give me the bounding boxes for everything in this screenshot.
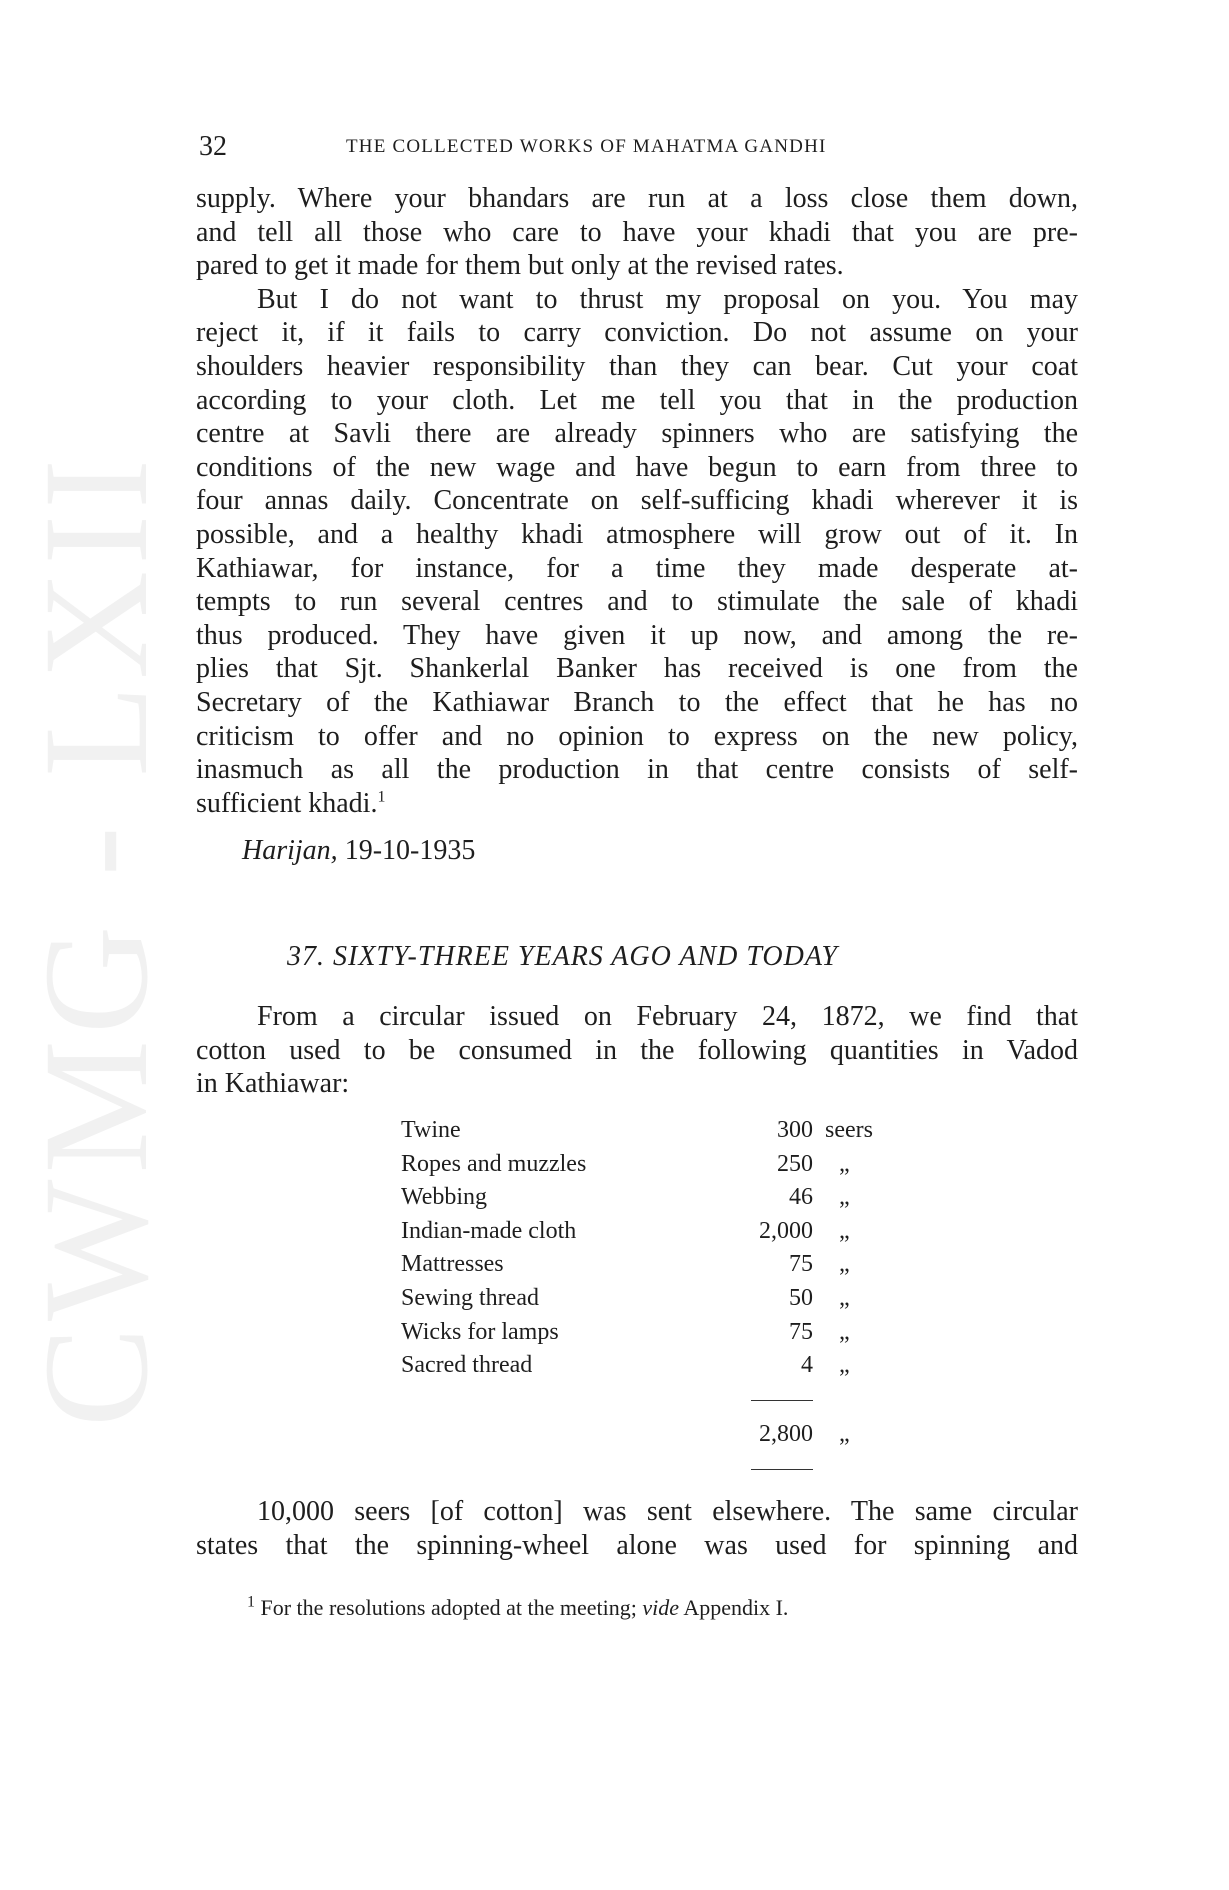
item-unit: „ [839,1352,850,1379]
closing-line [196,1529,1078,1563]
line-text: supply. Where your bhandars are run at a loss close them down, [196,183,1078,214]
body-line [196,720,1078,754]
item-unit: seers [825,1117,873,1143]
table-row [401,1148,881,1180]
line-text: 10,000 seers [of cotton] was sent elsewhere. The same circular [257,1496,1078,1527]
item-label: Sacred thread [401,1352,533,1379]
total-quantity: 2,800 [759,1421,813,1447]
line-text: But I do not want to thrust my proposal on you. You may [257,283,1078,315]
table-row [401,1215,881,1247]
section-heading: 37. SIXTY-THREE YEARS AGO AND TODAY [287,941,838,972]
line-text: four annas daily. Concentrate on self-sufficing khadi wherever it is [196,485,1078,517]
line-text: Secretary of the Kathiawar Branch to the effect that he has no [196,687,1078,718]
item-unit: „ [839,1285,850,1311]
line-text: possible, and a healthy khadi atmosphere will grow out of it. In [196,519,1078,550]
table-row [401,1181,881,1213]
source-date: 19-10-1935 [344,835,476,866]
body-line [196,384,1078,418]
footnote-italic: vide [642,1595,680,1620]
item-quantity: 250 [777,1150,813,1177]
item-label: Twine [401,1117,461,1143]
watermark: CWMG - LXII [13,452,179,1428]
item-unit: „ [839,1318,850,1345]
line-text: From a circular issued on February 24, 1872, we find that [257,1001,1078,1032]
item-quantity: 2,000 [759,1217,813,1244]
item-quantity: 300 [777,1117,813,1143]
closing-line [257,1495,1078,1529]
line-text: conditions of the new wage and have begun to earn from three to [196,451,1078,483]
line-text: Kathiawar, for instance, for a time they made desperate at- [196,552,1078,584]
item-label: Mattresses [401,1251,504,1278]
source-citation [242,835,475,867]
item-quantity: 50 [789,1285,813,1311]
body-line [196,619,1078,653]
table-row [401,1248,881,1280]
line-text: inasmuch as all the production in that centre consists of self- [196,754,1078,786]
body-line [196,552,1078,586]
body-line [196,585,1078,619]
line-text: centre at Savli there are already spinners who are satisfying the [196,418,1078,450]
body-line [196,652,1078,686]
line-text: thus produced. They have given it up now, and among the re- [196,619,1078,651]
table-row [401,1282,881,1314]
footnote-ref: Appendix I. [683,1595,789,1620]
item-unit: „ [839,1150,850,1177]
page-number: 32 [199,131,227,162]
line-text: states that the spinning-wheel alone was used for spinning and [196,1529,1078,1561]
table-row [401,1349,881,1381]
body-line [196,484,1078,518]
line-text: criticism to offer and no opinion to express on the new policy, [196,720,1078,752]
line-text: in Kathiawar: [196,1068,350,1100]
line-text: according to your cloth. Let me tell you that in the production [196,384,1078,416]
table-row [401,1114,881,1146]
body-line [196,182,1078,216]
item-quantity: 46 [789,1184,813,1211]
item-label: Ropes and muzzles [401,1150,587,1177]
line-text: plies that Sjt. Shankerlal Banker has received is one from the [196,653,1078,685]
body-line [196,316,1078,350]
item-label: Webbing [401,1184,488,1211]
body-line [196,350,1078,384]
intro-line [196,1034,1078,1068]
intro-line [196,1067,1078,1101]
body-line [196,686,1078,720]
body-line [196,518,1078,552]
line-text: tempts to run several centres and to stimulate the sale of khadi [196,586,1078,618]
item-label: Indian-made cloth [401,1217,577,1244]
item-label: Sewing thread [401,1285,539,1311]
line-text: sufficient khadi. [196,787,378,819]
body-line [196,216,1078,250]
footnote-reference: 1 [377,788,386,806]
table-row [401,1316,881,1348]
item-quantity: 4 [801,1352,813,1379]
line-text: pared to get it made for them but only at the revised rates. [196,250,844,282]
item-quantity: 75 [789,1251,813,1278]
footnote-marker: 1 [247,1593,255,1611]
table-total-row [401,1418,881,1450]
body-line [196,753,1078,787]
line-text: cotton used to be consumed in the following quantities in Vadod [196,1034,1078,1066]
item-label: Wicks for lamps [401,1318,559,1345]
item-unit: „ [839,1184,850,1211]
sum-rule-top [751,1400,813,1401]
running-title: THE COLLECTED WORKS OF MAHATMA GANDHI [346,136,827,157]
line-text: shoulders heavier responsibility than they can bear. Cut your coat [196,351,1078,382]
source-publication: Harijan, [242,835,338,866]
body-line [196,417,1078,451]
line-text: and tell all those who care to have your khadi that you are pre- [196,216,1078,248]
item-unit: „ [839,1217,850,1244]
footnote-text: For the resolutions adopted at the meeting; [260,1595,637,1620]
total-unit: „ [839,1421,850,1447]
body-line [196,451,1078,485]
body-line [196,249,1078,283]
item-quantity: 75 [789,1318,813,1345]
line-text: reject it, if it fails to carry conviction. Do not assume on your [196,317,1078,349]
body-line [196,787,1078,821]
item-unit: „ [839,1251,850,1278]
sum-rule-bottom [751,1469,813,1470]
intro-line [257,1000,1078,1034]
body-line [257,283,1078,317]
footnote [247,1595,788,1621]
